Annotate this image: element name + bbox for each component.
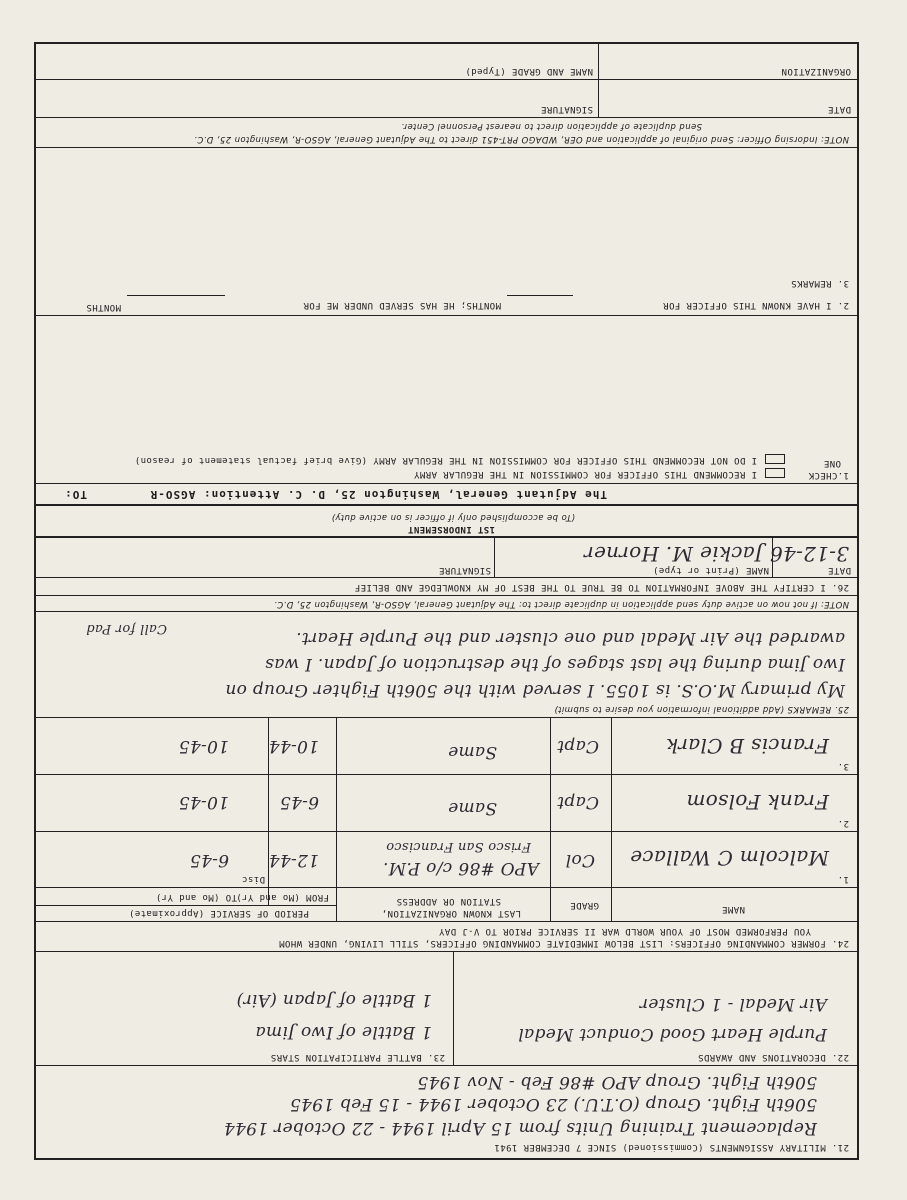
sec23-label: 23. BATTLE PARTICIPATION STARS xyxy=(270,1052,445,1062)
divider xyxy=(36,905,337,906)
divider xyxy=(36,774,857,775)
remarks-line: Iwo Jima during the last stages of the destruction of Japan. I was xyxy=(264,654,845,674)
divider xyxy=(36,483,857,484)
indorsement-subtitle: (To be accomplished only if officer is on active duty) xyxy=(331,512,575,522)
officer-org: Frisco San Francisco xyxy=(385,839,531,854)
divider xyxy=(36,595,857,596)
indorsement-title: 1ST INDORSEMENT xyxy=(407,524,495,534)
col-divider xyxy=(611,718,612,922)
col-org-header: STATION OR ADDRESS xyxy=(396,896,501,906)
divider xyxy=(36,717,857,718)
col-divider xyxy=(336,718,337,922)
assignment-entry: 506th Fight. Group APO #86 Feb - Nov 1945 xyxy=(417,1072,817,1092)
indorse-signature-label: SIGNATURE xyxy=(540,104,593,114)
sec22-label: 22. DECORATIONS AND AWARDS xyxy=(697,1052,849,1062)
battle-entry: 1 Battle of Japan (Air) xyxy=(236,990,432,1010)
months-label: MONTHS xyxy=(86,302,121,312)
period-from: 10-44 xyxy=(268,736,319,756)
award-entry: Purple Heart Good Conduct Medal xyxy=(517,1024,827,1044)
name-grade-label: NAME AND GRADE (Typed) xyxy=(464,66,593,76)
not-recommend-option: I DO NOT RECOMMEND THIS OFFICER FOR COMMISSION IN THE REGULAR ARMY (Give brief factual statement of reason) xyxy=(134,455,757,465)
row-number: 1. xyxy=(837,874,849,884)
officer-org: Same xyxy=(447,742,497,762)
remarks-line: awarded the Air Medal and one cluster and the Purple Heart. xyxy=(295,628,845,648)
officer-org: Same xyxy=(447,798,497,818)
check-label: ONE xyxy=(823,458,841,468)
period-from: 6-45 xyxy=(279,792,319,812)
col-period-header: PERIOD OF SERVICE (Approximate) xyxy=(128,908,309,918)
divider xyxy=(494,538,495,578)
officer-grade: Capt xyxy=(556,792,599,812)
form-frame xyxy=(34,42,859,1160)
divider xyxy=(36,887,857,888)
row-number: 3. xyxy=(837,761,849,771)
not-recommend-checkbox[interactable] xyxy=(765,454,785,464)
months-blank-line xyxy=(127,295,225,296)
signature-label: SIGNATURE xyxy=(438,565,491,575)
remarks-line: My primary M.O.S. is 1055. I served with the 506th Fighter Group on xyxy=(225,680,845,700)
sec24-label-line1: 24. FORMER COMMANDING OFFICERS: LIST BELOW IMMEDIATE COMMANDING OFFICERS, STILL LIVING, UNDER WHOM xyxy=(278,938,849,948)
battle-entry: 1 Battle of Iwo Jima xyxy=(255,1022,432,1042)
name-label: NAME (Print or type) xyxy=(652,565,769,575)
divider xyxy=(36,921,857,922)
recommend-checkbox[interactable] xyxy=(765,468,785,478)
assignment-entry: Replacement Training Units from 15 April 1944 - 22 October 1944 xyxy=(223,1118,817,1138)
divider xyxy=(453,952,454,1066)
divider xyxy=(36,79,857,80)
period-from: 12-44 xyxy=(268,850,319,870)
indorsement-remarks-label: 3. REMARKS xyxy=(790,278,849,288)
note-inactive: NOTE: If not now on active duty send application in duplicate direct to: The Adjutant General, AGSO-R, Washington 25, D.C. xyxy=(273,599,849,609)
period-to: 10-45 xyxy=(178,736,229,756)
divider xyxy=(36,504,857,506)
indorse-date-label: DATE xyxy=(827,104,851,114)
remarks-footnote: Call for Pad xyxy=(86,621,167,636)
divider xyxy=(36,831,857,832)
officer-name: Frank Folsom xyxy=(686,790,829,814)
period-to: 10-45 xyxy=(178,792,229,812)
divider xyxy=(36,117,857,118)
served-under-label: MONTHS; HE HAS SERVED UNDER ME FOR xyxy=(303,300,501,310)
row-number: 2. xyxy=(837,818,849,828)
officer-name: Francis B Clark xyxy=(665,734,829,758)
divider xyxy=(36,611,857,612)
officer-grade: Col xyxy=(565,850,595,870)
col-name-header: NAME xyxy=(721,904,745,914)
award-entry: Air Medal - 1 Cluster xyxy=(639,994,827,1014)
months-blank-line xyxy=(507,295,573,296)
period-to: 6-45 xyxy=(189,850,229,870)
sec25-label: 25. REMARKS (Add additional information you desire to submit) xyxy=(554,704,849,714)
date-label: DATE xyxy=(827,565,851,575)
organization-label: ORGANIZATION xyxy=(781,66,851,76)
officer-name: Malcolm C Wallace xyxy=(629,846,829,870)
assignment-entry: 506th Fight. Group (O.T.U.) 23 October 1944 - 15 Feb 1945 xyxy=(289,1094,817,1114)
col-divider xyxy=(550,718,551,922)
divider xyxy=(36,577,857,578)
recommend-option: I RECOMMEND THIS OFFICER FOR COMMISSION IN THE REGULAR ARMY xyxy=(413,469,757,479)
divider xyxy=(36,536,857,538)
certify-name: Jackie M. Horner xyxy=(583,542,763,566)
officer-org: APO #86 c/o P.M. xyxy=(382,858,539,878)
col-from-header: FROM (Mo and Yr) xyxy=(235,892,329,902)
to-label: TO: xyxy=(64,488,87,501)
sec21-label: 21. MILITARY ASSIGNMENTS (Commissioned) SINCE 7 DECEMBER 1941 xyxy=(494,1142,849,1152)
divider xyxy=(598,44,599,118)
divider xyxy=(36,315,857,316)
sec26-label: 26. I CERTIFY THE ABOVE INFORMATION TO BE TRUE TO THE BEST OF MY KNOWLEDGE AND BELIEF xyxy=(354,582,849,592)
col-grade-header: GRADE xyxy=(569,900,599,910)
known-for-label: 2. I HAVE KNOWN THIS OFFICER FOR xyxy=(662,300,849,310)
period-note: Disc xyxy=(241,874,265,884)
check-label: 1.CHECK xyxy=(808,470,849,480)
col-to-header: TO (Mo and Yr) xyxy=(155,892,237,902)
indorsing-note: Send duplicate of application direct to nearest Personnel Center. xyxy=(400,121,702,131)
sec24-label-line2: YOU PERFORMED MOST OF YOUR WORLD WAR II SERVICE PRIOR TO V-J DAY xyxy=(438,926,811,936)
officer-grade: Capt xyxy=(556,736,599,756)
col-org-header: LAST KNOWN ORGANIZATION, xyxy=(381,908,521,918)
to-address: The Adjutant General, Washington 25, D. C. Attention: AGSO-R xyxy=(149,488,607,501)
divider xyxy=(36,1065,857,1066)
indorsing-note: NOTE: Indorsing Officer: Send original of application and OER, WDAGO PRT-451 direct to The Adjutant General, AGSO-R, Washington 25, D.C. xyxy=(193,134,849,144)
divider xyxy=(36,951,857,952)
divider xyxy=(36,147,857,148)
certify-date: 3-12-46 xyxy=(769,542,849,566)
